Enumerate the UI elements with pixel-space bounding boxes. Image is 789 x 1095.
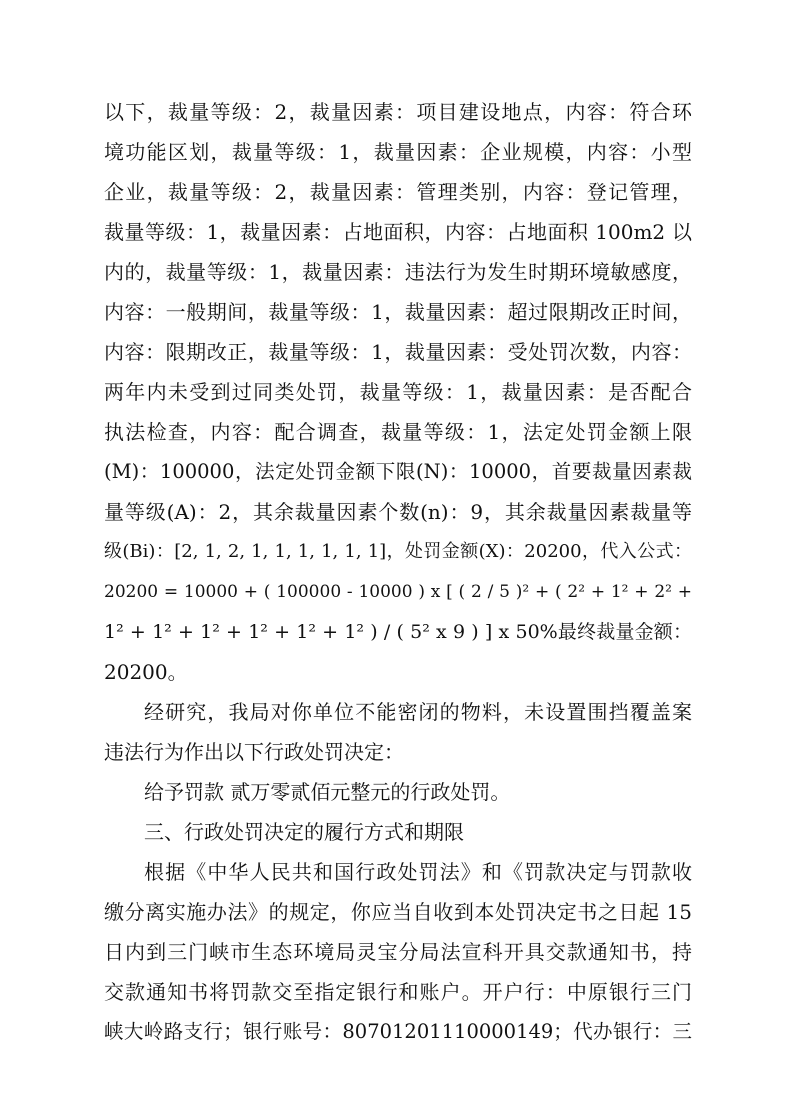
- text-line: 交款通知书将罚款交至指定银行和账户。开户行：中原银行三门: [104, 980, 692, 1004]
- text-line: 境功能区划，裁量等级：1，裁量因素：企业规模，内容：小型: [104, 140, 692, 164]
- text-line: 以下，裁量等级：2，裁量因素：项目建设地点，内容：符合环: [104, 100, 692, 124]
- text-line: 企业，裁量等级：2，裁量因素：管理类别，内容：登记管理，: [104, 180, 692, 204]
- text-line: 20200 = 10000 + ( 100000 - 10000 ) x [ ( 2 / 5 )² + ( 2² + 1² + 2² +: [104, 582, 692, 602]
- text-line: 量等级(A)：2，其余裁量因素个数(n)：9，其余裁量因素裁量等: [104, 500, 692, 524]
- text-line: 内容：限期改正，裁量等级：1，裁量因素：受处罚次数，内容：: [104, 340, 692, 364]
- text-line: 级(Bi)：[2, 1, 2, 1, 1, 1, 1, 1, 1]，处罚金额(X)：20200，代入公式：: [104, 541, 692, 562]
- text-line: (M)：100000，法定处罚金额下限(N)：10000，首要裁量因素裁: [104, 460, 692, 483]
- text-line: 裁量等级：1，裁量因素：占地面积，内容：占地面积 100m2 以: [104, 220, 692, 244]
- text-line: 执法检查，内容：配合调查，裁量等级：1，法定处罚金额上限: [104, 420, 692, 444]
- text-line: 三、行政处罚决定的履行方式和期限: [144, 820, 464, 844]
- text-line: 给予罚款 贰万零贰佰元整元的行政处罚。: [144, 780, 511, 804]
- text-line: 内的，裁量等级：1，裁量因素：违法行为发生时期环境敏感度，: [104, 260, 692, 284]
- text-line: 内容：一般期间，裁量等级：1，裁量因素：超过限期改正时间，: [104, 300, 692, 324]
- text-line: 违法行为作出以下行政处罚决定：: [104, 740, 404, 764]
- text-line: 峡大岭路支行；银行账号：80701201110000149；代办银行：三: [104, 1020, 692, 1043]
- text-line: 缴分离实施办法》的规定，你应当自收到本处罚决定书之日起 15: [104, 900, 692, 924]
- text-line: 1² + 1² + 1² + 1² + 1² + 1² ) / ( 5² x 9 ) ] x 50%最终裁量金额：: [104, 621, 692, 643]
- text-line: 经研究，我局对你单位不能密闭的物料，未设置围挡覆盖案: [144, 700, 692, 724]
- document-body: [104, 92, 692, 1052]
- text-line: 根据《中华人民共和国行政处罚法》和《罚款决定与罚款收: [144, 860, 692, 884]
- text-line: 日内到三门峡市生态环境局灵宝分局法宣科开具交款通知书，持: [104, 940, 692, 964]
- text-line: 20200。: [104, 660, 188, 684]
- text-line: 两年内未受到过同类处罚，裁量等级：1，裁量因素：是否配合: [104, 380, 692, 404]
